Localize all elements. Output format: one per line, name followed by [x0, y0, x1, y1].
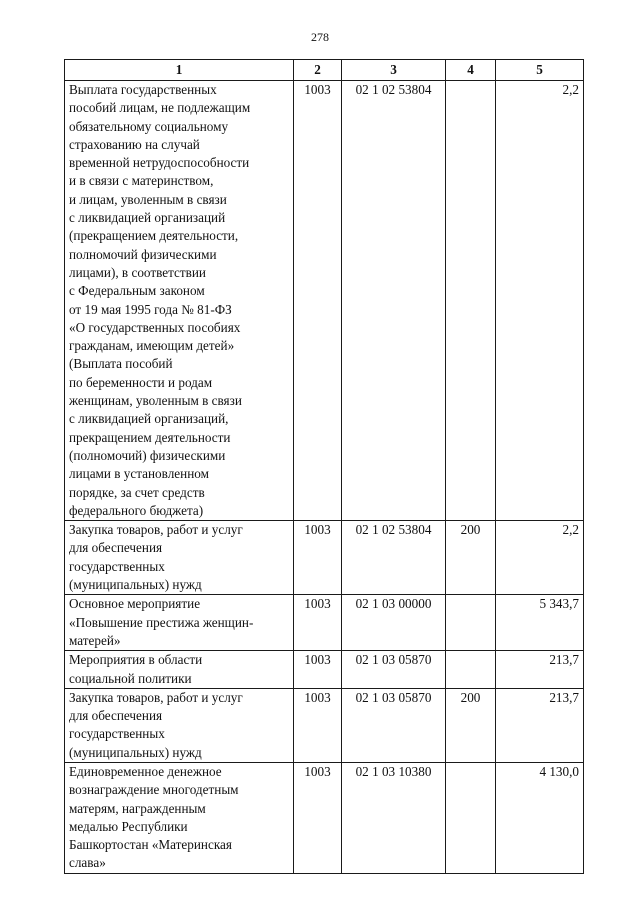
row-sum-cell: 2,2: [496, 81, 584, 521]
row-article-cell: 02 1 03 00000: [342, 595, 446, 651]
row-expense-type-cell: 200: [446, 688, 496, 762]
row-name-cell: Закупка товаров, работ и услуг для обеспечения государственных (муниципальных) нужд: [65, 688, 294, 762]
row-section-cell: 1003: [294, 688, 342, 762]
table-row: [65, 521, 584, 595]
row-expense-type-cell: 200: [446, 521, 496, 595]
row-sum-cell: 4 130,0: [496, 762, 584, 873]
row-expense-type-cell: [446, 595, 496, 651]
row-section-cell: 1003: [294, 521, 342, 595]
row-name-cell: Закупка товаров, работ и услуг для обеспечения государственных (муниципальных) нужд: [65, 521, 294, 595]
row-section-cell: 1003: [294, 651, 342, 689]
table-row: [65, 688, 584, 762]
row-article-cell: 02 1 03 05870: [342, 688, 446, 762]
table-row: [65, 595, 584, 651]
page-number: 278: [311, 30, 329, 44]
row-expense-type-cell: [446, 762, 496, 873]
column-header-3: 3: [342, 60, 446, 81]
row-article-cell: 02 1 03 10380: [342, 762, 446, 873]
budget-table: [64, 59, 584, 874]
row-expense-type-cell: [446, 81, 496, 521]
row-sum-cell: 213,7: [496, 651, 584, 689]
column-header-1: 1: [65, 60, 294, 81]
row-name-cell: Мероприятия в области социальной политики: [65, 651, 294, 689]
row-sum-cell: 213,7: [496, 688, 584, 762]
row-name-cell: Выплата государственных пособий лицам, не подлежащим обязательному социальному страхованию на случай временной нетрудоспособности и в связи с материнством, и лицам, уволенным в связи с ликвидацией организаций (прекращением деятельности, полномочий физическими лицами), в соответствии с Федеральным законом от 19 мая 1995 года № 81-ФЗ «О государственных пособиях гражданам, имеющим детей» (Выплата пособий по беременности и родам женщинам, уволенным в связи с ликвидацией организаций, прекращением деятельности (полномочий) физическими лицами в установленном порядке, за счет средств федерального бюджета): [65, 81, 294, 521]
row-article-cell: 02 1 03 05870: [342, 651, 446, 689]
row-section-cell: 1003: [294, 595, 342, 651]
table-row: [65, 762, 584, 873]
row-name-cell: Основное мероприятие «Повышение престижа женщин- матерей»: [65, 595, 294, 651]
row-sum-cell: 2,2: [496, 521, 584, 595]
column-header-2: 2: [294, 60, 342, 81]
table-header-row: [65, 60, 584, 81]
row-section-cell: 1003: [294, 762, 342, 873]
column-header-5: 5: [496, 60, 584, 81]
table-row: [65, 81, 584, 521]
row-article-cell: 02 1 02 53804: [342, 81, 446, 521]
row-sum-cell: 5 343,7: [496, 595, 584, 651]
row-article-cell: 02 1 02 53804: [342, 521, 446, 595]
row-section-cell: 1003: [294, 81, 342, 521]
row-expense-type-cell: [446, 651, 496, 689]
table-row: [65, 651, 584, 689]
row-name-cell: Единовременное денежное вознаграждение многодетным матерям, награжденным медалью Республики Башкортостан «Материнская слава»: [65, 762, 294, 873]
column-header-4: 4: [446, 60, 496, 81]
